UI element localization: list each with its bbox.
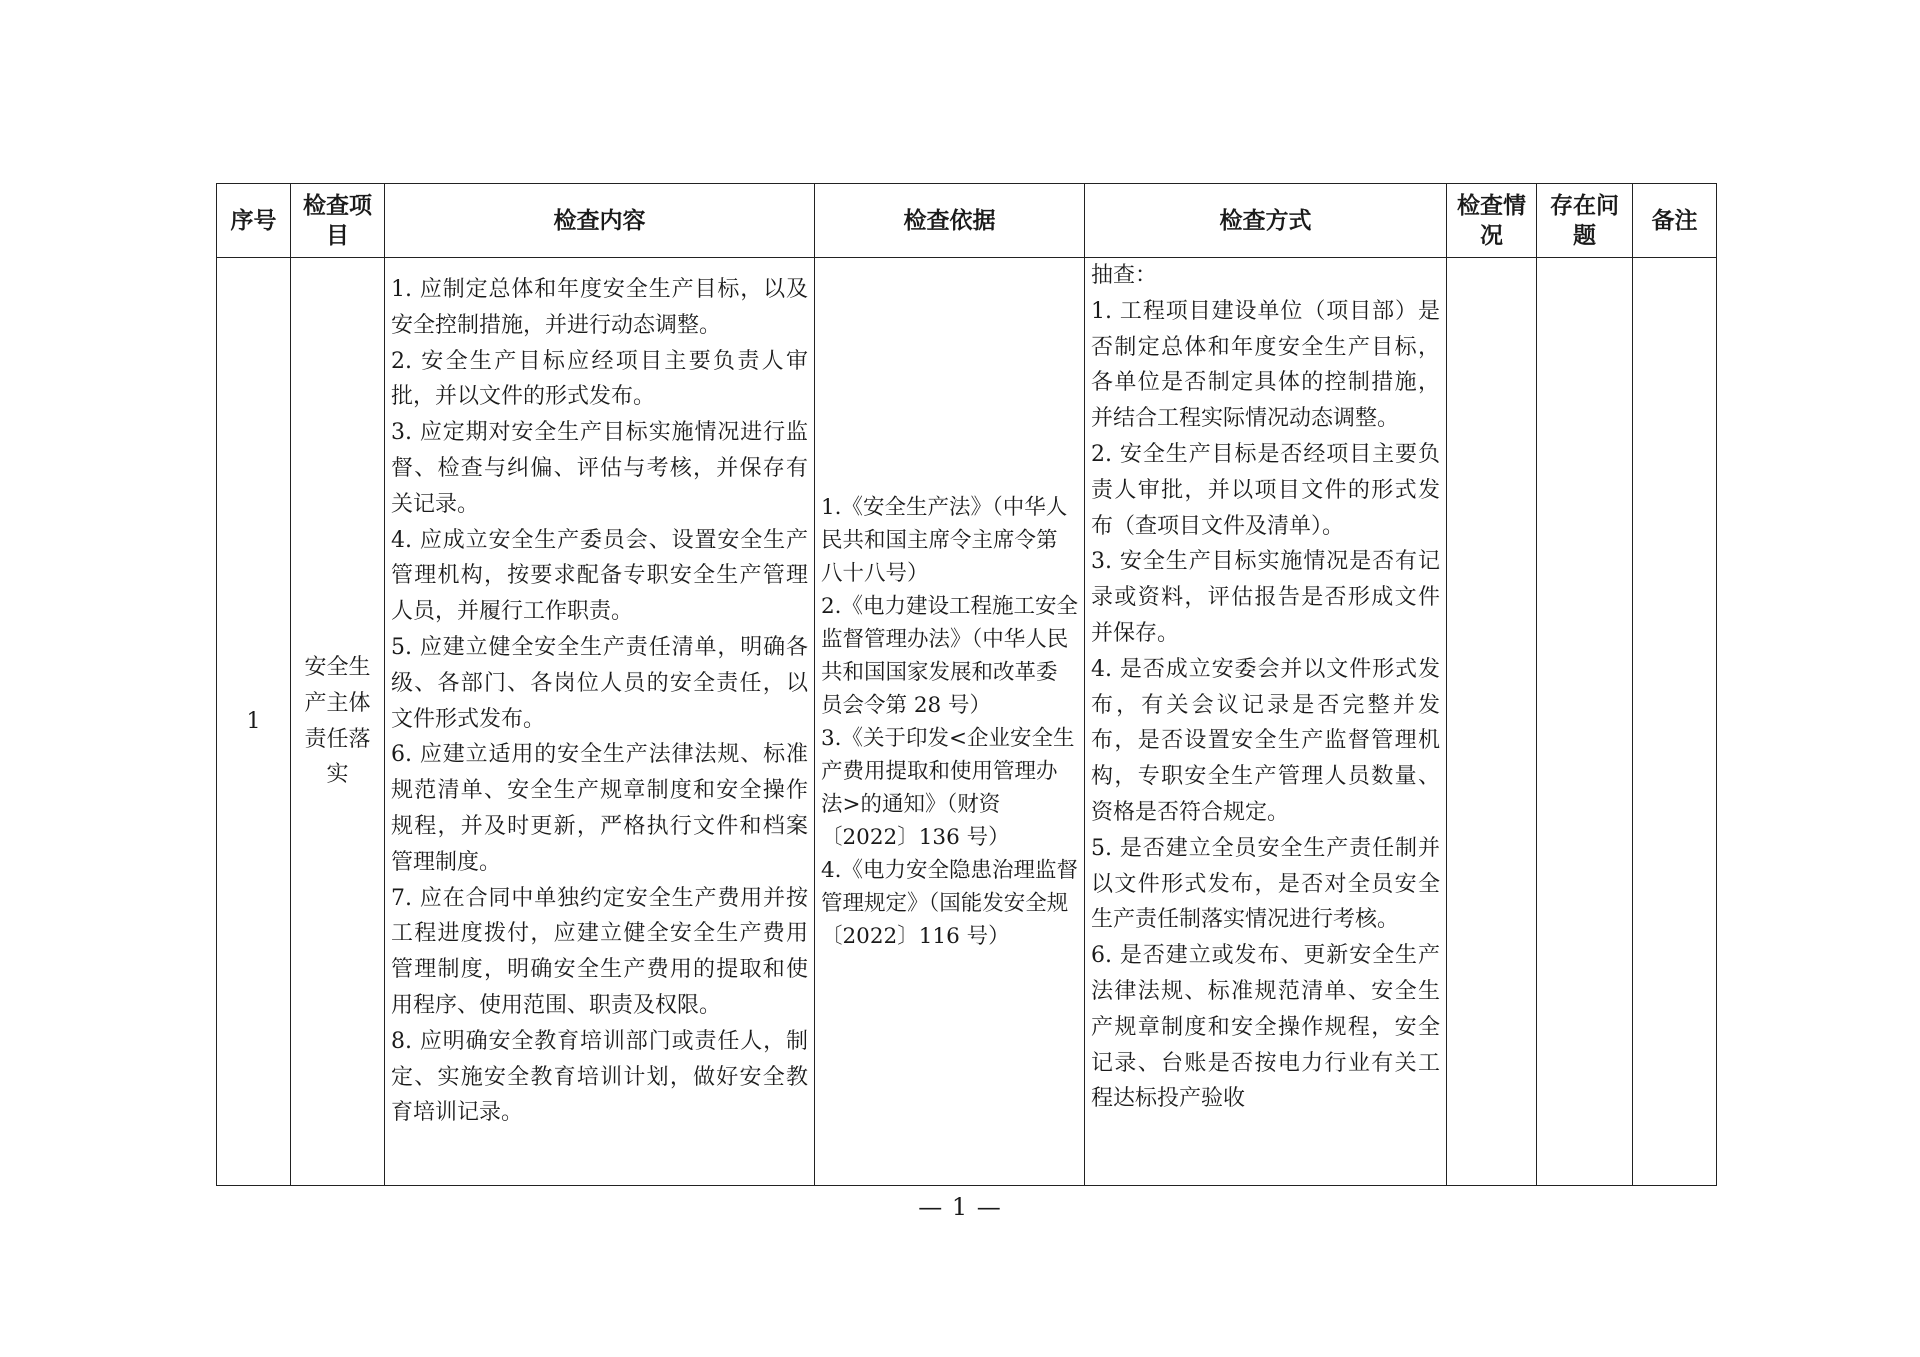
inspection-table (216, 183, 1717, 1186)
content-line: 5. 应建立健全安全生产责任清单，明确各级、各部门、各岗位人员的安全责任，以文件形式发布。 (391, 634, 808, 732)
basis-line: 4.《电力安全隐患治理监督管理规定》（国能发安全规〔2022〕116 号） (821, 857, 1079, 949)
basis-line: 3.《关于印发<企业安全生产费用提取和使用管理办法>的通知》（财资〔2022〕136 号） (821, 725, 1075, 850)
method-line: 抽查： (1091, 263, 1158, 288)
header-method: 检查方式 (1085, 184, 1447, 258)
content-line: 7. 应在合同中单独约定安全生产费用并按工程进度拨付，应建立健全安全生产费用管理制度，明确安全生产费用的提取和使用程序、使用范围、职责及权限。 (391, 885, 808, 1018)
basis-line: 1.《安全生产法》（中华人民共和国主席令主席令第八十八号） (821, 494, 1068, 586)
header-content: 检查内容 (385, 184, 815, 258)
cell-basis (815, 258, 1085, 1186)
header-remarks: 备注 (1633, 184, 1717, 258)
page-number: — 1 — (918, 1193, 1002, 1221)
method-line: 1. 工程项目建设单位（项目部）是否制定总体和年度安全生产目标，各单位是否制定具体的控制措施，并结合工程实际情况动态调整。 (1091, 298, 1440, 432)
content-line: 1. 应制定总体和年度安全生产目标，以及安全控制措施，并进行动态调整。 (391, 277, 808, 338)
basis-line: 2.《电力建设工程施工安全监督管理办法》（中华人民共和国国家发展和改革委员会令第 28 号） (821, 593, 1079, 718)
cell-content (385, 258, 815, 1186)
header-situation: 检查情况 (1447, 184, 1537, 258)
content-line: 3. 应定期对安全生产目标实施情况进行监督、检查与纠偏、评估与考核，并保存有关记录。 (391, 420, 808, 517)
cell-problems (1537, 258, 1633, 1186)
content-line: 4. 应成立安全生产委员会、设置安全生产管理机构，按要求配备专职安全生产管理人员，并履行工作职责。 (391, 527, 808, 625)
content-line: 6. 应建立适用的安全生产法律法规、标准规范清单、安全生产规章制度和安全操作规程，并及时更新，严格执行文件和档案管理制度。 (391, 742, 808, 875)
method-line: 6. 是否建立或发布、更新安全生产法律法规、标准规范清单、安全生产规章制度和安全操作规程，安全记录、台账是否按电力行业有关工程达标投产验收 (1091, 943, 1440, 1112)
header-problems: 存在问题 (1537, 184, 1633, 258)
content-line: 8. 应明确安全教育培训部门或责任人，制定、实施安全教育培训计划，做好安全教育培训记录。 (391, 1028, 808, 1126)
method-line: 3. 安全生产目标实施情况是否有记录或资料，评估报告是否形成文件并保存。 (1091, 549, 1440, 646)
cell-item: 安全生产主体责任落实 (291, 258, 385, 1186)
cell-remarks (1633, 258, 1717, 1186)
cell-no: 1 (217, 258, 291, 1186)
method-line: 2. 安全生产目标是否经项目主要负责人审批，并以项目文件的形式发布（查项目文件及清单）。 (1091, 441, 1440, 539)
header-item: 检查项目 (291, 184, 385, 258)
method-line: 4. 是否成立安委会并以文件形式发布，有关会议记录是否完整并发布，是否设置安全生产监督管理机构，专职安全生产管理人员数量、资格是否符合规定。 (1091, 656, 1440, 825)
method-wrap (1091, 258, 1440, 1184)
method-line: 5. 是否建立全员安全生产责任制并以文件形式发布，是否对全员安全生产责任制落实情况进行考核。 (1091, 835, 1440, 933)
table-row (217, 258, 1717, 1186)
cell-method (1085, 258, 1447, 1186)
cell-situation (1447, 258, 1537, 1186)
header-no: 序号 (217, 184, 291, 258)
header-basis: 检查依据 (815, 184, 1085, 258)
content-line: 2. 安全生产目标应经项目主要负责人审批，并以文件的形式发布。 (391, 348, 808, 410)
header-row (217, 184, 1717, 258)
